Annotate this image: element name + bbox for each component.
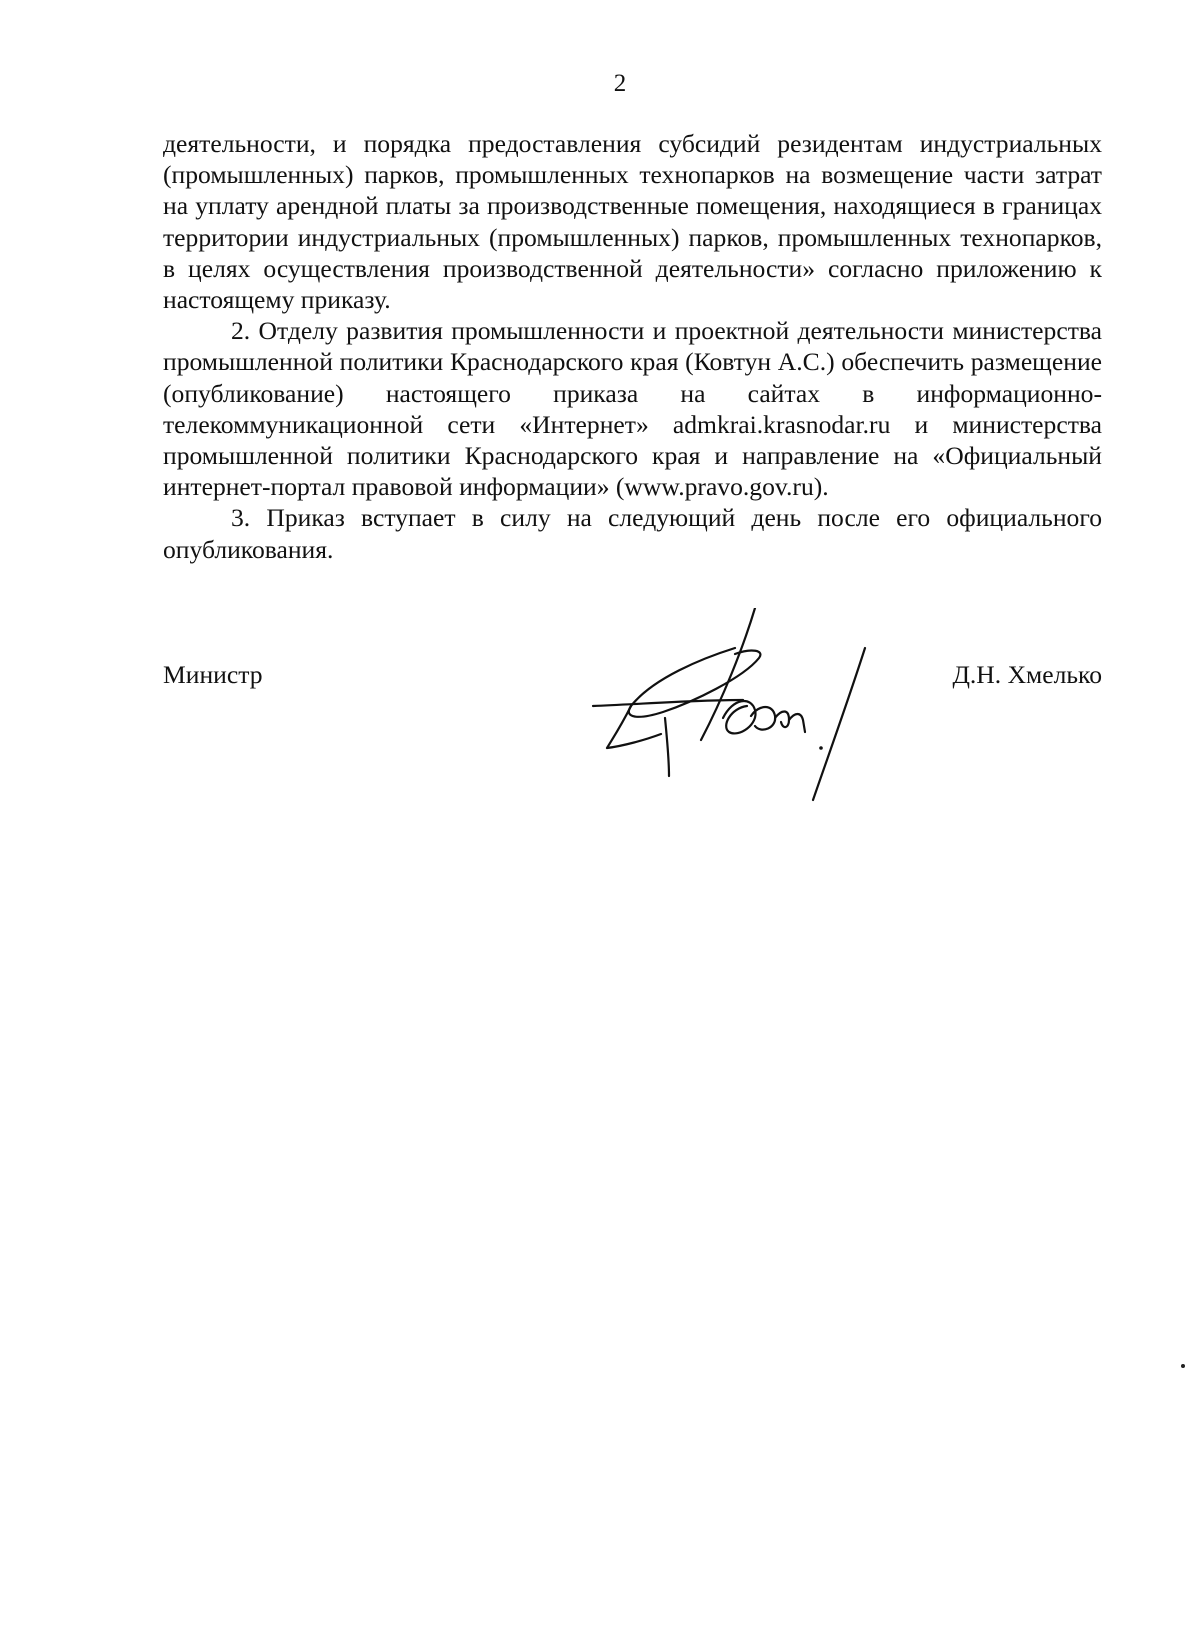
paragraph-item-3: 3. Приказ вступает в силу на следующий день после его официального опубликования. <box>163 503 1102 564</box>
paragraph-continuation: деятельности, и порядка предоставления субсидий резидентам индустриальных (промышленных) парков, промышленных технопарков на возмещение части затрат на уплату арендной платы за производственные помещения, находящиеся в границах территории индустриальных (промышленных) парков, промышленных технопарков, в целях осуществления производственной деятельности» согласно приложению к настоящему приказу. <box>163 129 1102 315</box>
document-body <box>163 128 1102 565</box>
scan-artifact-dot <box>1181 1364 1185 1368</box>
signer-title: Министр <box>163 660 263 689</box>
handwritten-signature <box>583 608 883 808</box>
page-number: 2 <box>613 70 627 97</box>
signer-name: Д.Н. Хмелько <box>952 660 1102 689</box>
paragraph-item-2: 2. Отделу развития промышленности и проектной деятельности министерства промышленной политики Краснодарского края (Ковтун А.С.) обеспечить размещение (опубликование) настоящего приказа на сайтах в информационно-телекоммуникационной сети «Интернет» admkrai.krasnodar.ru и министерства промышленной политики Краснодарского края и направление на «Официальный интернет-портал правовой информации» (www.pravo.gov.ru). <box>163 316 1102 502</box>
signature-block <box>163 660 1102 810</box>
